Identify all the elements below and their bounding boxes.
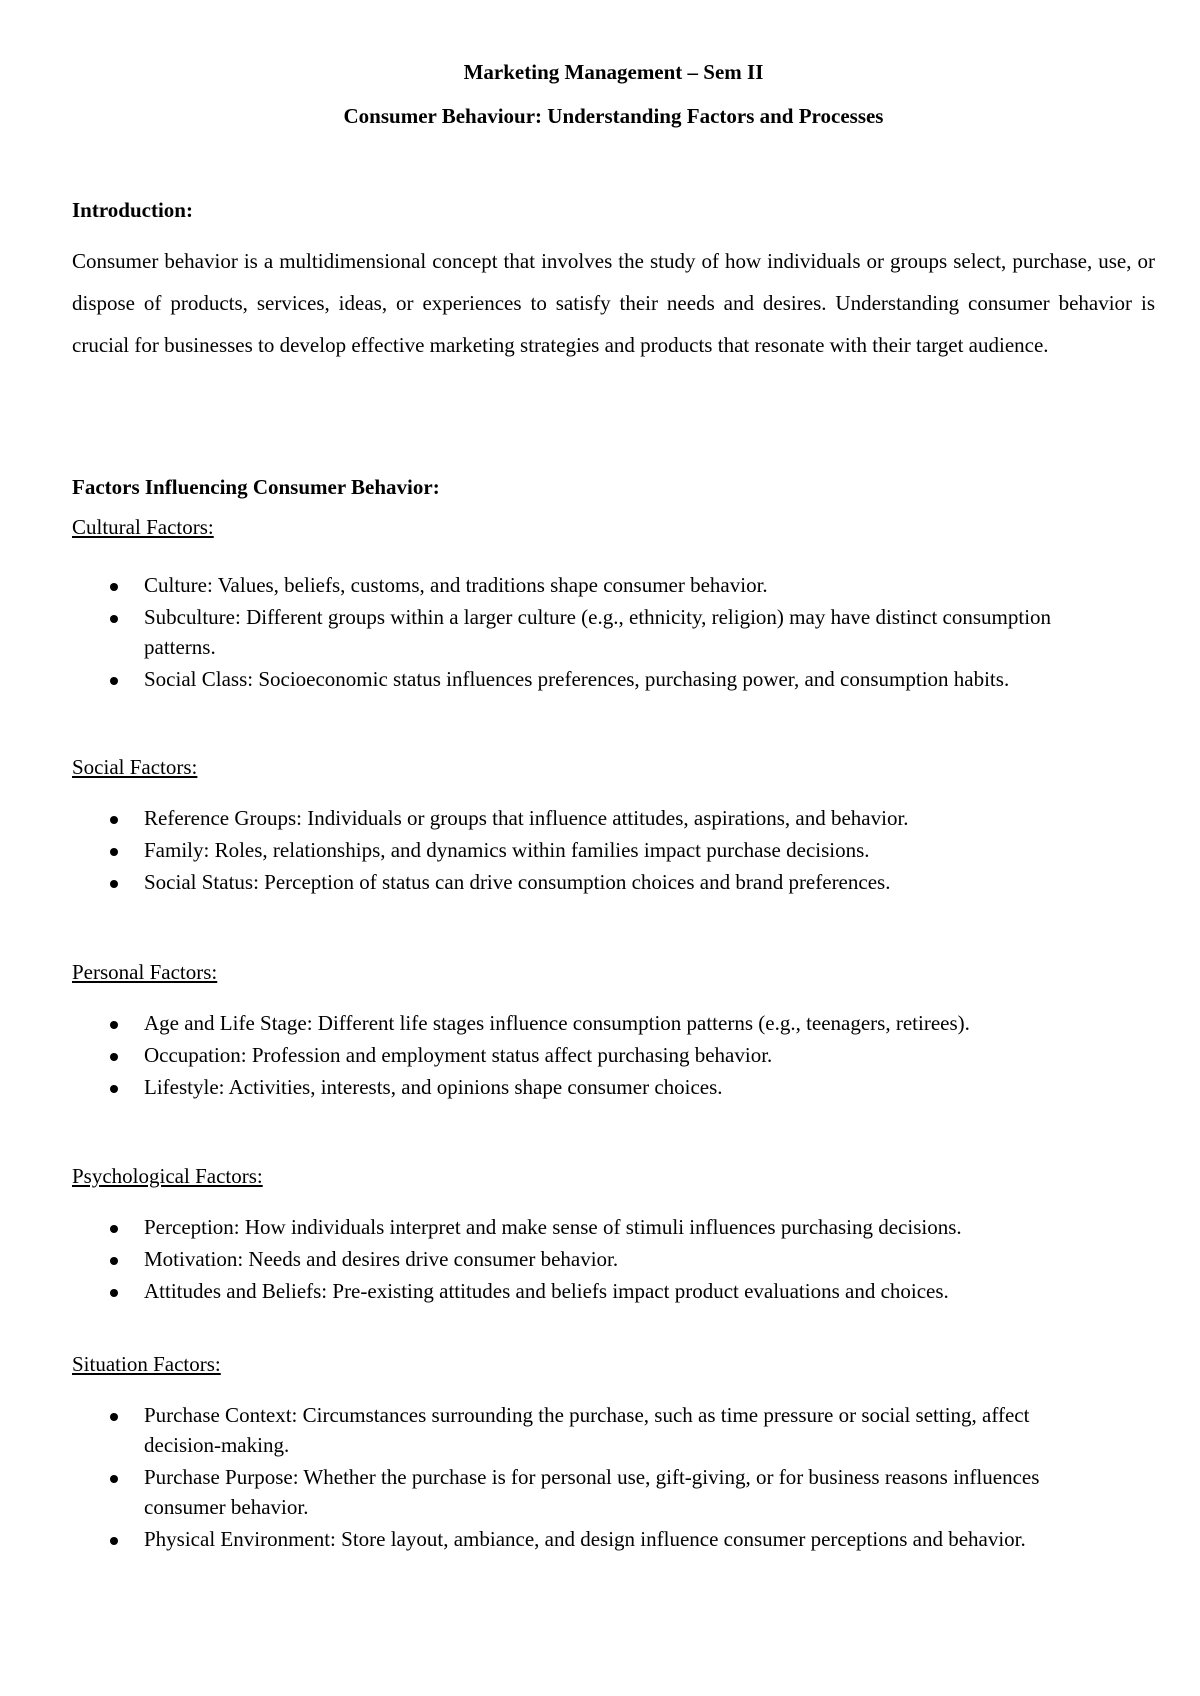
list-item: Reference Groups: Individuals or groups that influence attitudes, aspirations, and behavior. <box>72 803 1144 833</box>
section-heading-social: Social Factors: <box>72 755 198 779</box>
list-item: Purchase Context: Circumstances surrounding the purchase, such as time pressure or social setting, affect decision-making. <box>72 1400 1064 1460</box>
list-item: Age and Life Stage: Different life stages influence consumption patterns (e.g., teenagers, retirees). <box>72 1008 1144 1038</box>
bullet-icon <box>110 1053 118 1061</box>
bullet-icon <box>110 1085 118 1093</box>
bullet-icon <box>110 848 118 856</box>
bullet-icon <box>110 1413 118 1421</box>
list-item: Attitudes and Beliefs: Pre-existing attitudes and beliefs impact product evaluations and choices. <box>72 1276 1144 1306</box>
list-item: Culture: Values, beliefs, customs, and traditions shape consumer behavior. <box>72 570 1144 600</box>
section-heading-cultural: Cultural Factors: <box>72 515 214 539</box>
list-item: Perception: How individuals interpret and make sense of stimuli influences purchasing decisions. <box>72 1212 1144 1242</box>
bullet-icon <box>110 677 118 685</box>
document-subtitle: Consumer Behaviour: Understanding Factors and Processes <box>343 104 884 128</box>
introduction-paragraph: Consumer behavior is a multidimensional concept that involves the study of how individuals or groups select, purchase, use, or dispose of products, services, ideas, or experiences to satisfy their needs and desires. Understanding consumer behavior is crucial for businesses to develop effective marketing strategies and products that resonate with their target audience. <box>72 249 1155 357</box>
list-item: Physical Environment: Store layout, ambiance, and design influence consumer perceptions and behavior. <box>72 1524 1064 1554</box>
introduction-heading: Introduction: <box>72 198 193 222</box>
bullet-icon <box>110 1537 118 1545</box>
section-list-cultural <box>72 570 1155 696</box>
list-item: Social Class: Socioeconomic status influences preferences, purchasing power, and consumption habits. <box>72 664 1155 694</box>
list-item: Motivation: Needs and desires drive consumer behavior. <box>72 1244 1144 1274</box>
bullet-icon <box>110 816 118 824</box>
bullet-icon <box>110 583 118 591</box>
bullet-icon <box>110 1475 118 1483</box>
section-list-personal <box>72 1008 1155 1104</box>
section-heading-situation: Situation Factors: <box>72 1352 221 1376</box>
list-item: Lifestyle: Activities, interests, and opinions shape consumer choices. <box>72 1072 1144 1102</box>
list-item: Purchase Purpose: Whether the purchase is for personal use, gift-giving, or for business reasons influences consumer behavior. <box>72 1462 1064 1522</box>
bullet-icon <box>110 1021 118 1029</box>
list-item: Occupation: Profession and employment status affect purchasing behavior. <box>72 1040 1144 1070</box>
bullet-icon <box>110 1225 118 1233</box>
factors-heading: Factors Influencing Consumer Behavior: <box>72 475 440 499</box>
bullet-icon <box>110 880 118 888</box>
section-list-situation <box>72 1400 1155 1556</box>
section-list-social <box>72 803 1155 899</box>
list-item: Subculture: Different groups within a larger culture (e.g., ethnicity, religion) may have distinct consumption patterns. <box>72 602 1064 662</box>
section-list-psychological <box>72 1212 1155 1308</box>
list-item: Family: Roles, relationships, and dynamics within families impact purchase decisions. <box>72 835 1144 865</box>
section-heading-personal: Personal Factors: <box>72 960 218 984</box>
bullet-icon <box>110 615 118 623</box>
bullet-icon <box>110 1257 118 1265</box>
section-heading-psychological: Psychological Factors: <box>72 1164 263 1188</box>
document-title: Marketing Management – Sem II <box>463 60 764 84</box>
bullet-icon <box>110 1289 118 1297</box>
list-item: Social Status: Perception of status can drive consumption choices and brand preferences. <box>72 867 1144 897</box>
